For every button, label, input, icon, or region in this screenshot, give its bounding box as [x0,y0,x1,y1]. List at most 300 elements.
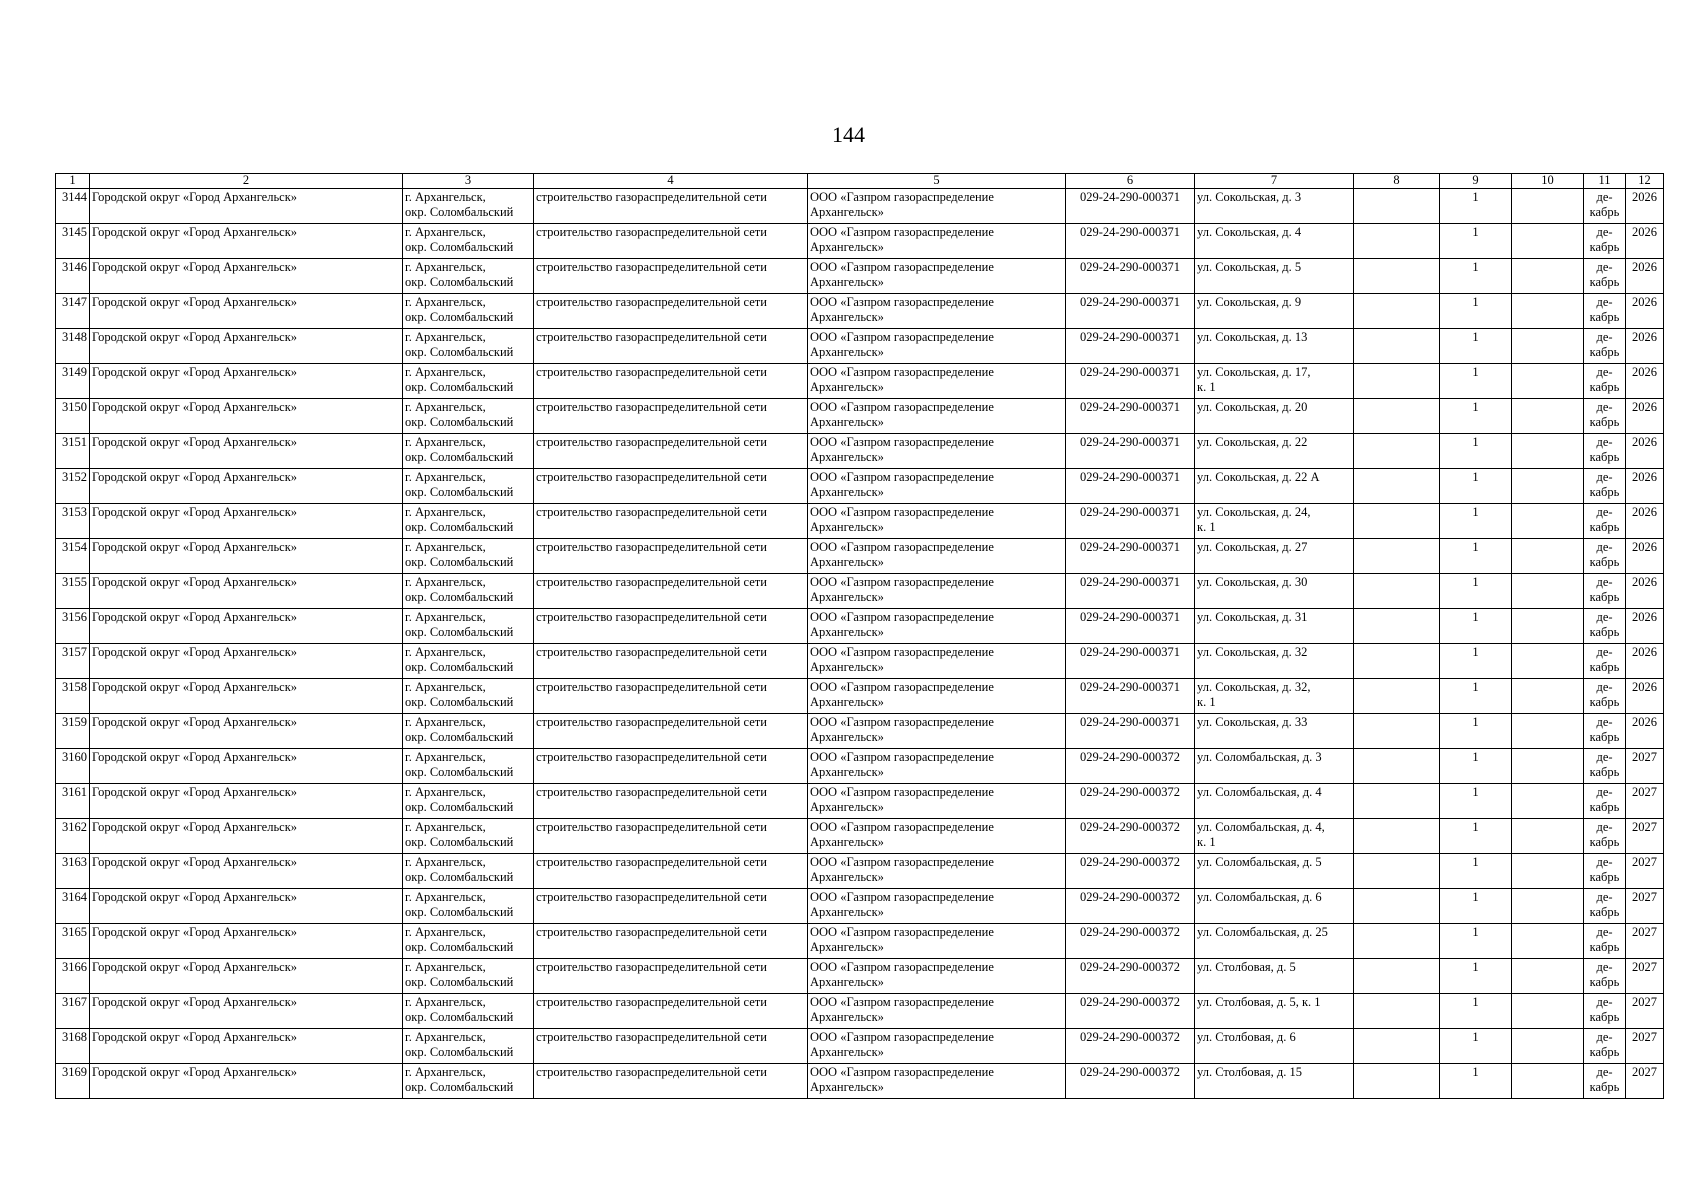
table-cell [1066,749,1195,784]
row-number: 3149 [62,365,87,379]
quantity-value: 1 [1472,785,1479,799]
district-name: Городской округ «Город Архангельск» [92,540,298,554]
program-code: 029-24-290-000372 [1080,750,1180,764]
table-cell [90,924,403,959]
year-value: 2026 [1632,225,1657,239]
table-cell [1626,574,1664,609]
address-line: ул. Сокольская, д. 20 [1197,400,1308,414]
row-number: 3165 [62,925,87,939]
table-cell [90,784,403,819]
table-cell [403,469,534,504]
location-line: г. Архангельск, [405,365,486,379]
month-line: де- [1596,505,1613,519]
table-cell [1626,609,1664,644]
program-code: 029-24-290-000372 [1080,1030,1180,1044]
year-value: 2026 [1632,645,1657,659]
table-cell [56,644,90,679]
location-line: окр. Соломбальский [405,310,514,324]
header-row [56,174,1664,189]
district-name: Городской округ «Город Архангельск» [92,435,298,449]
year-value: 2027 [1632,750,1657,764]
quantity-value: 1 [1472,260,1479,274]
table-cell [534,714,808,749]
table-cell [1354,784,1440,819]
year-value: 2027 [1632,1065,1657,1079]
table-cell [403,224,534,259]
organization-line: ООО «Газпром газораспределение [810,995,994,1009]
location-line: г. Архангельск, [405,785,486,799]
month-line: де- [1596,1030,1613,1044]
table-cell [1512,819,1584,854]
table-cell [1626,434,1664,469]
address-line: к. 1 [1197,520,1216,534]
table-cell [1584,819,1626,854]
month-line: кабрь [1589,695,1620,709]
address-line: ул. Сокольская, д. 3 [1197,190,1302,204]
table-cell [1512,189,1584,224]
table-cell [1584,644,1626,679]
table-cell [1584,679,1626,714]
work-type: строительство газораспределительной сети [536,925,767,939]
table-cell [90,399,403,434]
quantity-value: 1 [1472,610,1479,624]
table-cell [1584,259,1626,294]
table-cell [808,784,1066,819]
organization-line: ООО «Газпром газораспределение [810,505,994,519]
district-name: Городской округ «Город Архангельск» [92,1065,298,1079]
table-cell [1512,609,1584,644]
table-cell [56,854,90,889]
month-line: кабрь [1589,625,1620,639]
table-cell [1584,364,1626,399]
table-cell [1584,924,1626,959]
organization-line: Архангельск» [810,975,884,989]
table-cell [1195,819,1354,854]
table-cell [1354,259,1440,294]
table-cell [1066,329,1195,364]
organization-line: ООО «Газпром газораспределение [810,400,994,414]
district-name: Городской округ «Город Архангельск» [92,505,298,519]
address-line: к. 1 [1197,695,1216,709]
row-number: 3159 [62,715,87,729]
location-line: окр. Соломбальский [405,660,514,674]
table-cell [1066,259,1195,294]
table-cell [1512,224,1584,259]
row-number: 3153 [62,505,87,519]
table-cell [1440,469,1512,504]
quantity-value: 1 [1472,470,1479,484]
year-value: 2026 [1632,505,1657,519]
location-line: г. Архангельск, [405,505,486,519]
table-body [56,174,1664,1099]
row-number: 3169 [62,1065,87,1079]
month-line: кабрь [1589,905,1620,919]
organization-line: Архангельск» [810,1045,884,1059]
table-cell [56,784,90,819]
location-line: г. Архангельск, [405,435,486,449]
organization-line: Архангельск» [810,555,884,569]
table-cell [1584,854,1626,889]
table-cell [56,994,90,1029]
table-cell [1195,714,1354,749]
table-cell [1195,924,1354,959]
table-cell [1512,364,1584,399]
table-row [56,399,1664,434]
year-value: 2026 [1632,330,1657,344]
table-cell [90,679,403,714]
table-cell [1512,259,1584,294]
table-row [56,539,1664,574]
work-type: строительство газораспределительной сети [536,225,767,239]
table-cell [1626,959,1664,994]
organization-line: ООО «Газпром газораспределение [810,960,994,974]
district-name: Городской округ «Город Архангельск» [92,365,298,379]
table-cell [403,644,534,679]
table-cell [1195,854,1354,889]
table-cell [1626,1064,1664,1099]
table-cell [808,959,1066,994]
table-cell [403,294,534,329]
table-cell [1195,399,1354,434]
header-cell: 3 [403,174,534,189]
table-cell [1066,994,1195,1029]
table-cell [1512,924,1584,959]
table-row [56,574,1664,609]
table-cell [56,224,90,259]
month-line: кабрь [1589,485,1620,499]
month-line: кабрь [1589,1080,1620,1094]
table-cell [808,469,1066,504]
row-number: 3156 [62,610,87,624]
work-type: строительство газораспределительной сети [536,295,767,309]
table-cell [1440,644,1512,679]
table-cell [56,469,90,504]
table-cell [534,609,808,644]
table-cell [1066,1029,1195,1064]
table-cell [534,819,808,854]
address-line: ул. Сокольская, д. 24, [1197,505,1311,519]
table-cell [90,294,403,329]
table-cell [90,574,403,609]
year-value: 2026 [1632,575,1657,589]
year-value: 2027 [1632,925,1657,939]
header-cell: 12 [1626,174,1664,189]
location-line: г. Архангельск, [405,1065,486,1079]
table-cell [90,609,403,644]
organization-line: ООО «Газпром газораспределение [810,785,994,799]
district-name: Городской округ «Город Архангельск» [92,470,298,484]
table-cell [1195,889,1354,924]
district-name: Городской округ «Город Архангельск» [92,960,298,974]
location-line: окр. Соломбальский [405,205,514,219]
row-number: 3155 [62,575,87,589]
location-line: г. Архангельск, [405,225,486,239]
year-value: 2027 [1632,785,1657,799]
table-row [56,434,1664,469]
address-line: ул. Сокольская, д. 22 А [1197,470,1320,484]
table-cell [1584,749,1626,784]
organization-line: ООО «Газпром газораспределение [810,855,994,869]
organization-line: Архангельск» [810,730,884,744]
row-number: 3163 [62,855,87,869]
program-code: 029-24-290-000371 [1080,225,1180,239]
month-line: де- [1596,645,1613,659]
work-type: строительство газораспределительной сети [536,995,767,1009]
table-cell [1584,434,1626,469]
table-row [56,749,1664,784]
table-cell [1440,784,1512,819]
table-cell [1440,994,1512,1029]
header-cell: 1 [56,174,90,189]
table-cell [808,294,1066,329]
table-cell [1066,714,1195,749]
district-name: Городской округ «Город Архангельск» [92,190,298,204]
table-cell [808,259,1066,294]
location-line: г. Архангельск, [405,680,486,694]
district-name: Городской округ «Город Архангельск» [92,680,298,694]
table-cell [90,434,403,469]
table-cell [1354,924,1440,959]
row-number: 3161 [62,785,87,799]
year-value: 2026 [1632,400,1657,414]
program-code: 029-24-290-000371 [1080,505,1180,519]
quantity-value: 1 [1472,890,1479,904]
table-cell [56,189,90,224]
table-cell [1512,399,1584,434]
table-cell [1440,714,1512,749]
organization-line: ООО «Газпром газораспределение [810,750,994,764]
month-line: кабрь [1589,1045,1620,1059]
table-cell [1584,1029,1626,1064]
month-line: де- [1596,715,1613,729]
table-cell [403,889,534,924]
table-cell [90,714,403,749]
table-cell [90,819,403,854]
work-type: строительство газораспределительной сети [536,715,767,729]
quantity-value: 1 [1472,540,1479,554]
table-cell [1066,504,1195,539]
year-value: 2027 [1632,855,1657,869]
month-line: де- [1596,190,1613,204]
table-cell [403,959,534,994]
district-name: Городской округ «Город Архангельск» [92,400,298,414]
table-cell [1584,294,1626,329]
location-line: г. Архангельск, [405,400,486,414]
organization-line: Архангельск» [810,695,884,709]
table-cell [1066,224,1195,259]
table-cell [1440,1029,1512,1064]
organization-line: Архангельск» [810,905,884,919]
location-line: г. Архангельск, [405,470,486,484]
program-code: 029-24-290-000371 [1080,680,1180,694]
table-cell [534,294,808,329]
table-cell [1512,679,1584,714]
program-code: 029-24-290-000371 [1080,190,1180,204]
organization-line: Архангельск» [810,275,884,289]
location-line: г. Архангельск, [405,820,486,834]
district-name: Городской округ «Город Архангельск» [92,715,298,729]
table-cell [1354,504,1440,539]
month-line: кабрь [1589,520,1620,534]
table-cell [1626,294,1664,329]
location-line: окр. Соломбальский [405,590,514,604]
location-line: г. Архангельск, [405,890,486,904]
quantity-value: 1 [1472,505,1479,519]
table-row [56,1029,1664,1064]
year-value: 2026 [1632,610,1657,624]
table-row [56,504,1664,539]
table-cell [1440,294,1512,329]
table-cell [56,574,90,609]
table-cell [90,994,403,1029]
table-cell [1195,504,1354,539]
address-line: ул. Сокольская, д. 32 [1197,645,1308,659]
table-cell [56,1064,90,1099]
table-cell [534,574,808,609]
address-line: к. 1 [1197,835,1216,849]
year-value: 2026 [1632,470,1657,484]
table-cell [1512,574,1584,609]
table-cell [1584,1064,1626,1099]
district-name: Городской округ «Город Архангельск» [92,855,298,869]
table-cell [1066,854,1195,889]
table-cell [90,469,403,504]
table-cell [1440,364,1512,399]
table-cell [403,609,534,644]
table-cell [403,259,534,294]
address-line: ул. Соломбальская, д. 4, [1197,820,1325,834]
program-code: 029-24-290-000371 [1080,400,1180,414]
row-number: 3166 [62,960,87,974]
organization-line: Архангельск» [810,415,884,429]
program-code: 029-24-290-000371 [1080,365,1180,379]
table-cell [1195,539,1354,574]
table-cell [56,749,90,784]
organization-line: ООО «Газпром газораспределение [810,470,994,484]
table-cell [808,609,1066,644]
month-line: кабрь [1589,660,1620,674]
work-type: строительство газораспределительной сети [536,575,767,589]
organization-line: ООО «Газпром газораспределение [810,925,994,939]
table-cell [1195,189,1354,224]
table-cell [1354,679,1440,714]
table-cell [403,539,534,574]
header-cell: 7 [1195,174,1354,189]
table-cell [1195,994,1354,1029]
row-number: 3160 [62,750,87,764]
header-cell: 10 [1512,174,1584,189]
year-value: 2026 [1632,680,1657,694]
address-line: ул. Сокольская, д. 31 [1197,610,1308,624]
location-line: окр. Соломбальский [405,1080,514,1094]
table-cell [56,819,90,854]
year-value: 2026 [1632,260,1657,274]
address-line: к. 1 [1197,380,1216,394]
month-line: кабрь [1589,940,1620,954]
table-cell [56,889,90,924]
header-cell: 9 [1440,174,1512,189]
table-row [56,259,1664,294]
quantity-value: 1 [1472,400,1479,414]
table-cell [534,364,808,399]
work-type: строительство газораспределительной сети [536,260,767,274]
location-line: г. Архангельск, [405,960,486,974]
location-line: окр. Соломбальский [405,415,514,429]
month-line: кабрь [1589,345,1620,359]
month-line: кабрь [1589,730,1620,744]
work-type: строительство газораспределительной сети [536,645,767,659]
table-cell [1066,959,1195,994]
district-name: Городской округ «Город Архангельск» [92,260,298,274]
table-cell [90,889,403,924]
table-cell [808,819,1066,854]
quantity-value: 1 [1472,365,1479,379]
table-cell [1195,644,1354,679]
table-cell [808,714,1066,749]
table-cell [1512,714,1584,749]
data-table [55,173,1664,1099]
table-cell [1440,259,1512,294]
table-row [56,854,1664,889]
program-code: 029-24-290-000371 [1080,610,1180,624]
table-cell [534,924,808,959]
district-name: Городской округ «Город Архангельск» [92,750,298,764]
program-code: 029-24-290-000371 [1080,260,1180,274]
table-cell [534,1029,808,1064]
table-cell [1195,1064,1354,1099]
year-value: 2027 [1632,820,1657,834]
location-line: окр. Соломбальский [405,345,514,359]
table-cell [808,994,1066,1029]
program-code: 029-24-290-000371 [1080,470,1180,484]
organization-line: Архангельск» [810,1080,884,1094]
table-cell [1626,539,1664,574]
table-cell [1195,574,1354,609]
organization-line: ООО «Газпром газораспределение [810,435,994,449]
quantity-value: 1 [1472,330,1479,344]
work-type: строительство газораспределительной сети [536,435,767,449]
table-cell [403,574,534,609]
month-line: де- [1596,295,1613,309]
organization-line: Архангельск» [810,380,884,394]
table-cell [1440,609,1512,644]
table-cell [1584,714,1626,749]
table-cell [808,1064,1066,1099]
table-cell [1584,504,1626,539]
table-cell [1626,749,1664,784]
month-line: де- [1596,890,1613,904]
table-cell [90,1029,403,1064]
table-cell [1440,924,1512,959]
table-cell [534,1064,808,1099]
row-number: 3151 [62,435,87,449]
table-cell [1440,504,1512,539]
row-number: 3148 [62,330,87,344]
district-name: Городской округ «Город Архангельск» [92,610,298,624]
address-line: ул. Соломбальская, д. 4 [1197,785,1322,799]
table-cell [56,609,90,644]
table-cell [1584,994,1626,1029]
month-line: де- [1596,260,1613,274]
table-cell [1584,574,1626,609]
address-line: ул. Соломбальская, д. 6 [1197,890,1322,904]
program-code: 029-24-290-000372 [1080,890,1180,904]
table-cell [1354,609,1440,644]
row-number: 3167 [62,995,87,1009]
month-line: де- [1596,925,1613,939]
table-row [56,784,1664,819]
table-cell [1195,959,1354,994]
